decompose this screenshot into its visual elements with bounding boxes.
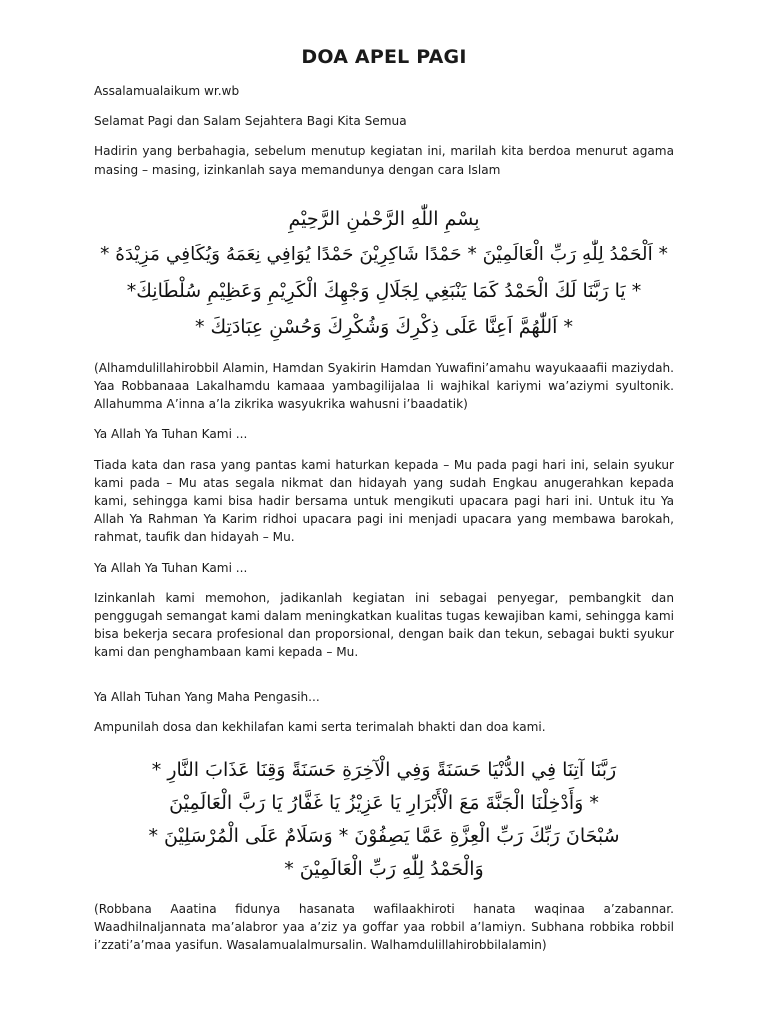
invocation-1: Ya Allah Ya Tuhan Kami ... xyxy=(94,427,248,442)
arabic-line: * اَللّٰهُمَّ اَعِنَّا عَلَى ذِكْرِكَ وَشُكْرِكَ وَحُسْنِ عِبَادَتِكَ * xyxy=(194,315,573,338)
transliteration-2: (Robbana Aaatina fidunya hasanata wafilaakhiroti hanata waqinaa a’zabannar. Waadhilnaljannata ma’alabror yaa a’ziz ya goffar yaa robbil a’lamiyn. Subhana robbika robbil i’zzati’a’maa yasifun. Wasalamualalmursalin. Walhamdulillahirobbilalamin) xyxy=(94,902,674,953)
arabic-line: * اَلْحَمْدُ لِلّٰهِ رَبِّ الْعَالَمِيْنَ * حَمْدًا شَاكِرِيْنَ حَمْدًا يُوَافِي نِعَمَهُ وَيُكَافِي مَزِيْدَهُ * xyxy=(100,243,668,265)
document-title: DOA APEL PAGI xyxy=(301,46,467,68)
arabic-line: * وَأَدْخِلْنَا الْجَنَّةَ مَعَ الْأَبْرَارِ يَا عَزِيْزُ يَا غَفَّارُ يَا رَبَّ الْعَالَمِيْنَ xyxy=(169,792,599,815)
arabic-line: * يَا رَبَّنَا لَكَ الْحَمْدُ كَمَا يَنْبَغِي لِجَلَالِ وَجْهِكَ الْكَرِيْمِ وَعَظِيْمِ سُلْطَانِكَ* xyxy=(126,279,642,302)
invocation-3: Ya Allah Tuhan Yang Maha Pengasih... xyxy=(94,689,320,704)
paragraph-3: Ampunilah dosa dan kekhilafan kami serta terimalah bhakti dan doa kami. xyxy=(94,719,546,734)
arabic-line: بِسْمِ اللّٰهِ الرَّحْمٰنِ الرَّحِيْمِ xyxy=(288,207,480,230)
arabic-line: رَبَّنَا آتِنَا فِي الدُّنْيَا حَسَنَةً وَفِي الْآخِرَةِ حَسَنَةً وَقِنَا عَذَابَ النَّارِ * xyxy=(151,759,617,782)
arabic-line: وَالْحَمْدُ لِلّٰهِ رَبِّ الْعَالَمِيْنَ * xyxy=(284,858,484,881)
greeting-text: Assalamualaikum wr.wb xyxy=(94,84,240,98)
arabic-prayer-block-2 xyxy=(94,748,674,900)
paragraph-2: Izinkanlah kami memohon, jadikanlah kegiatan ini sebagai penyegar, pembangkit dan penggugah semangat kami dalam meningkatkan kualitas tugas kewajiban kami, sehingga kami bisa bekerja secara profesional dan proporsional, dengan baik dan tekun, sebagai bukti syukur kami dan penghambaan kami kepada – Mu. xyxy=(94,590,674,660)
intro-paragraph: Hadirin yang berbahagia, sebelum menutup kegiatan ini, marilah kita berdoa menurut agama masing – masing, izinkanlah saya memandunya dengan cara Islam xyxy=(94,144,674,177)
spacer xyxy=(94,674,674,688)
salutation-text: Selamat Pagi dan Salam Sejahtera Bagi Kita Semua xyxy=(94,114,407,129)
transliteration-1: (Alhamdulillahirobbil Alamin, Hamdan Syakirin Hamdan Yuwafini’amahu wayukaaafii maziydah. Yaa Robbanaaa Lakalhamdu kamaaa yambagilijalaa li wajhikal kariymi wa’aziymi syultonik. Allahumma A’inna a’la zikrika wasyukrika wahusni i’baadatik) xyxy=(94,360,674,412)
arabic-prayer-block-1 xyxy=(94,191,674,359)
invocation-2: Ya Allah Ya Tuhan Kami ... xyxy=(94,560,248,575)
arabic-line: سُبْحَانَ رَبِّكَ رَبِّ الْعِزَّةِ عَمَّا يَصِفُوْنَ * وَسَلَامٌ عَلَى الْمُرْسَلِيْنَ * xyxy=(148,825,620,848)
paragraph-1: Tiada kata dan rasa yang pantas kami haturkan kepada – Mu pada pagi hari ini, selain syukur kami pada – Mu atas segala nikmat dan hidayah yang sudah Engkau anugerahkan kepada kami, sehingga kami bisa hadir bersama untuk mengikuti upacara pagi hari ini. Untuk itu Ya Allah Ya Rahman Ya Karim ridhoi upacara pagi ini menjadi upacara yang membawa barokah, rahmat, taufik dan hidayah – Mu. xyxy=(94,457,674,545)
